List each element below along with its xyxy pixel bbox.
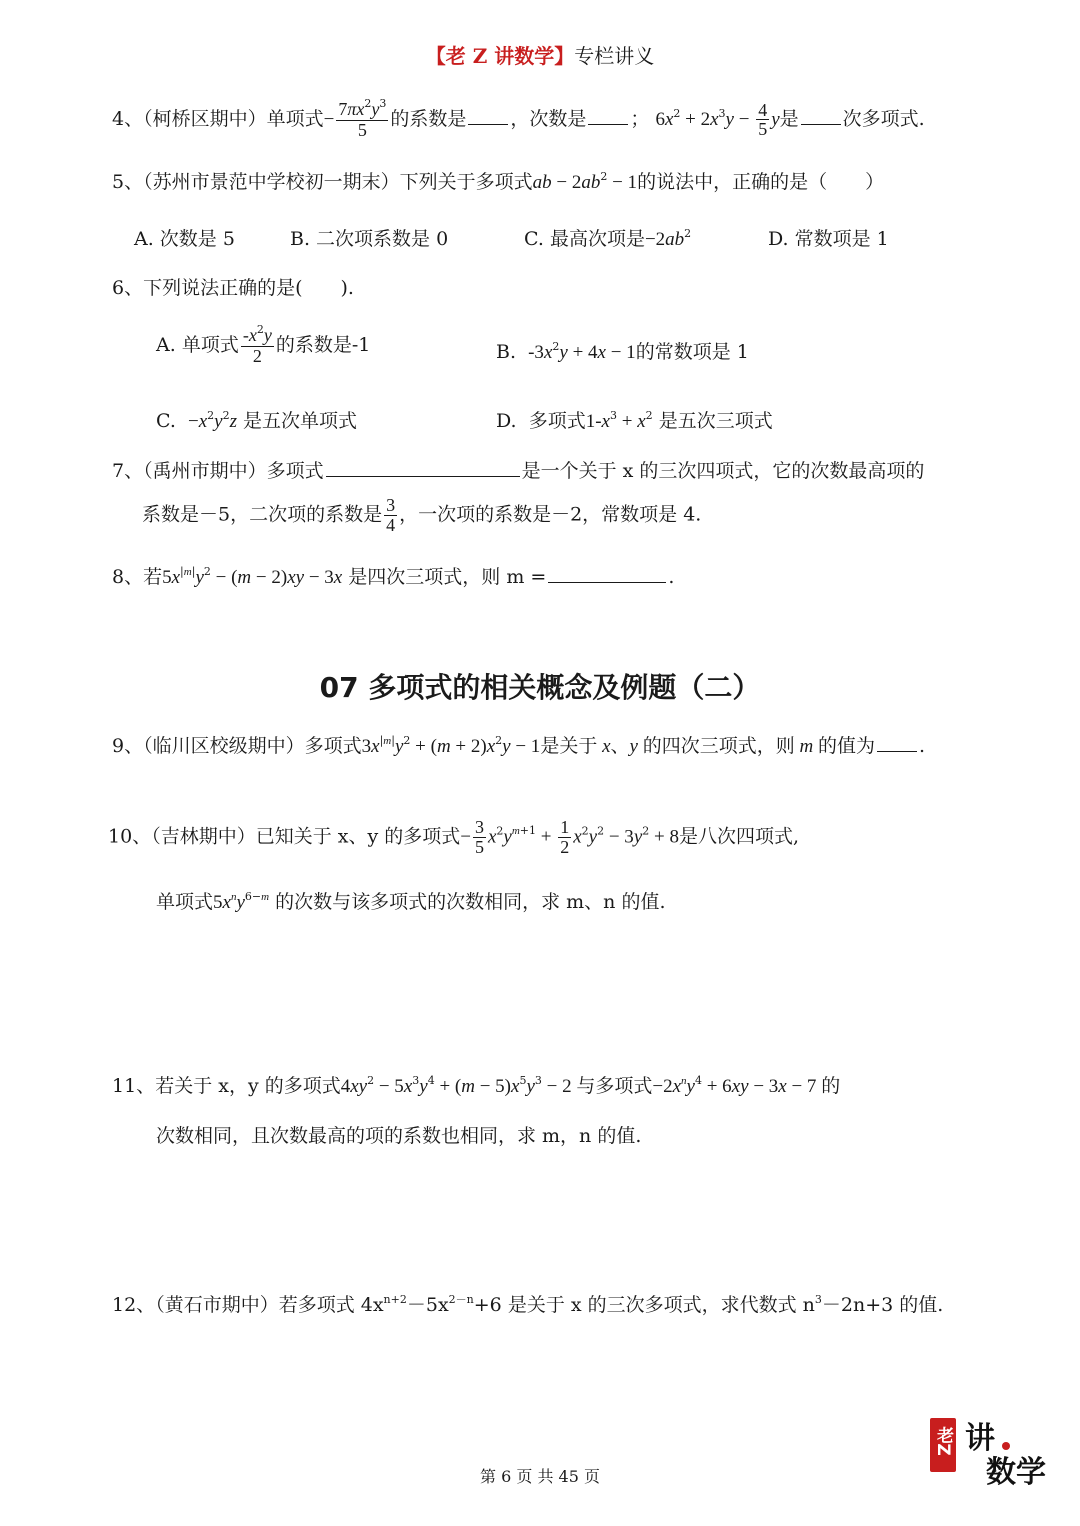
- page-footer: [0, 1464, 1080, 1487]
- question-text: ，一次项的系数是－2，常数项是 4.: [399, 503, 702, 526]
- question-5-option-c[interactable]: C. 最高次项是$-2ab^2$: [524, 227, 692, 250]
- option-label: B.: [496, 341, 517, 363]
- question-6-option-a[interactable]: [156, 323, 371, 366]
- question-number: 8、: [112, 566, 144, 588]
- option-label: D.: [496, 410, 517, 432]
- question-text: 是八次四项式,: [678, 825, 800, 848]
- question-11-line-2: [156, 1121, 641, 1148]
- question-text: －2n+3 的值.: [821, 1294, 944, 1316]
- page-header: [0, 40, 1080, 69]
- option-text: 的常数项是 1: [635, 341, 749, 363]
- question-9: 9、（临川区校级期中）多项式$3x^{|m|}y^2 + (m + 2)x^2y - 1$是关于 x、y 的四次三项式，则 m 的值为 .: [112, 734, 926, 757]
- logo-text-3: 数学: [986, 1455, 1046, 1490]
- question-text: 若: [143, 566, 163, 588]
- option-text: 单项式: [181, 333, 239, 356]
- fraction: $\frac{3}{4}$: [386, 495, 396, 535]
- question-8: 8、若$5x^{|m|}y^2 - (m - 2)xy - 3x$ 是四次三项式，则 m = .: [112, 565, 675, 588]
- question-11: 11、若关于 x，y 的多项式$4xy^2 - 5x^3y^4 + (m - 5)x^5y^3 - 2$ 与多项式$-2x^ny^4 + 6xy - 3x - 7$ 的: [112, 1074, 841, 1097]
- answer-blank[interactable]: [468, 106, 508, 125]
- question-text: 下列说法正确的是( ).: [143, 277, 354, 299]
- question-text: 下列关于多项式: [399, 171, 533, 193]
- question-6-option-d[interactable]: D. 多项式$1-x^3 + x^2$ 是五次三项式: [496, 409, 773, 432]
- logo-text-2: 讲: [965, 1421, 995, 1456]
- answer-blank[interactable]: [801, 106, 841, 125]
- option-text: 的系数是-1: [275, 333, 371, 356]
- question-text: .: [668, 566, 675, 588]
- question-5-option-a[interactable]: [134, 224, 235, 251]
- option-text: 是五次三项式: [658, 410, 773, 432]
- question-7-line-2: [142, 496, 701, 535]
- answer-blank[interactable]: [588, 106, 628, 125]
- question-text: 多项式: [304, 735, 362, 757]
- question-5: 5、（苏州市景范中学校初一期末）下列关于多项式ab − $2ab^2 - 1$的说法中，正确的是（ ）: [112, 170, 885, 193]
- question-number: 9、: [112, 735, 144, 757]
- header-suffix: 专栏讲义: [574, 44, 655, 68]
- header-bracket-right: 】: [554, 44, 575, 68]
- question-text: 与多项式: [576, 1075, 653, 1097]
- header-bracket-left: 【: [425, 44, 446, 68]
- section-title: 07 多项式的相关概念及例题（二）: [319, 671, 761, 704]
- question-text: ；: [630, 107, 650, 130]
- question-5-option-d[interactable]: [768, 224, 889, 251]
- question-text: 系数是－5，二次项的系数是: [142, 503, 383, 526]
- question-source: （临川区校级期中）: [143, 735, 305, 757]
- question-number: 10、: [108, 825, 152, 848]
- question-number: 5、: [112, 171, 144, 193]
- question-text: 单项式: [266, 107, 324, 130]
- question-source: （苏州市景范中学校初一期末）: [143, 171, 400, 193]
- fraction: $\frac{7\pi x^2y^3}{5}$: [338, 97, 387, 140]
- question-6-option-b[interactable]: B. $-3x^2y + 4x - 1$的常数项是 1: [496, 340, 749, 363]
- question-12: 12、（黄石市期中）若多项式 $4x^{n+2}-5x^{2-n}+6$ 是关于 x 的三次多项式，求代数式 $n^3-2n+3$ 的值.: [112, 1293, 944, 1316]
- fraction: $\frac{1}{2}$: [560, 817, 570, 857]
- question-source: （黄石市期中）: [155, 1294, 279, 1316]
- question-text: －5x: [406, 1294, 449, 1316]
- question-6: [112, 273, 354, 300]
- question-text: 的四次三项式，则: [642, 735, 795, 757]
- question-text: 的说法中，正确的是（ ）: [637, 171, 885, 193]
- answer-blank[interactable]: [326, 458, 520, 477]
- question-text: .: [918, 735, 926, 757]
- option-text: D. 常数项是 1: [768, 228, 889, 250]
- question-text: 已知关于 x、y 的多项式: [255, 825, 461, 848]
- question-text: 单项式: [156, 891, 214, 913]
- question-text: 的系数是: [390, 107, 467, 130]
- question-number: 12、: [112, 1294, 156, 1316]
- option-text: B. 二次项系数是 0: [290, 228, 449, 250]
- question-10: 10、（吉林期中）已知关于 x、y 的多项式− $\frac{3}{5}$ $x^2y^{m+1}$ + $\frac{1}{2}$ $x^2y^2 - 3y^2 + 8$是八次四项式,: [108, 817, 800, 857]
- logo-seal-icon: [926, 1410, 1056, 1498]
- fraction: $\frac{4}{5}$: [758, 99, 768, 140]
- option-text: 多项式: [528, 410, 586, 432]
- question-text: ，次数是: [510, 107, 587, 130]
- logo: [926, 1410, 1056, 1498]
- question-text: 的值为: [817, 735, 875, 757]
- answer-blank[interactable]: [877, 733, 917, 752]
- header-name: 老 Z 讲数学: [445, 44, 555, 68]
- question-text: 若多项式 4x: [278, 1294, 384, 1316]
- question-number: 11、: [112, 1075, 156, 1097]
- page-number: 第 6 页 共 45 页: [480, 1467, 600, 1486]
- option-text: 是五次单项式: [243, 410, 358, 432]
- option-label: C.: [156, 410, 176, 432]
- fraction: $\frac{3}{5}$: [474, 817, 484, 857]
- question-number: 4、: [112, 107, 144, 130]
- question-text: 次多项式.: [842, 107, 925, 130]
- question-source: （吉林期中）: [151, 825, 256, 848]
- question-text: 的: [821, 1075, 841, 1097]
- fraction: $\frac{-x^2y}{2}$: [242, 323, 272, 366]
- question-text: 是四次三项式，则 m =: [348, 566, 547, 588]
- question-text: +6 是关于 x 的三次多项式，求代数式 n: [473, 1294, 815, 1316]
- option-text: C. 最高次项是: [524, 228, 645, 250]
- question-text: 是一个关于 x 的三次四项式，它的次数最高项的: [521, 460, 925, 482]
- question-7: [112, 456, 924, 483]
- logo-text-1: 老Z: [933, 1426, 953, 1456]
- answer-blank[interactable]: [548, 564, 666, 583]
- question-5-option-b[interactable]: [290, 224, 448, 251]
- option-label: A.: [156, 333, 176, 356]
- question-source: （柯桥区期中）: [143, 107, 267, 130]
- question-6-option-c[interactable]: C. $-x^2y^2z$ 是五次单项式: [156, 409, 358, 432]
- question-text: 是: [779, 107, 799, 130]
- question-text: 次数相同，且次数最高的项的系数也相同，求 m，n 的值.: [156, 1125, 642, 1147]
- question-source: （禹州市期中）: [143, 460, 267, 482]
- question-text: 的次数与该多项式的次数相同，求 m、n 的值.: [275, 891, 666, 913]
- question-4: 4、（柯桥区期中）单项式− $\frac{7\pi x^2y^3}{5}$ 的系数是 ，次数是 ； $6x^2 + 2x^3y$ − $\frac{4}{5}$ y是 次多项式.: [112, 97, 925, 140]
- question-text: 是关于: [540, 735, 598, 757]
- question-text: 若关于 x，y 的多项式: [155, 1075, 341, 1097]
- question-10-line-2: 单项式$5x^ny^{6-m}$ 的次数与该多项式的次数相同，求 m、n 的值.: [156, 890, 666, 913]
- option-text: A. 次数是 5: [134, 228, 235, 250]
- question-number: 7、: [112, 460, 144, 482]
- question-text: 多项式: [266, 460, 324, 482]
- question-number: 6、: [112, 277, 144, 299]
